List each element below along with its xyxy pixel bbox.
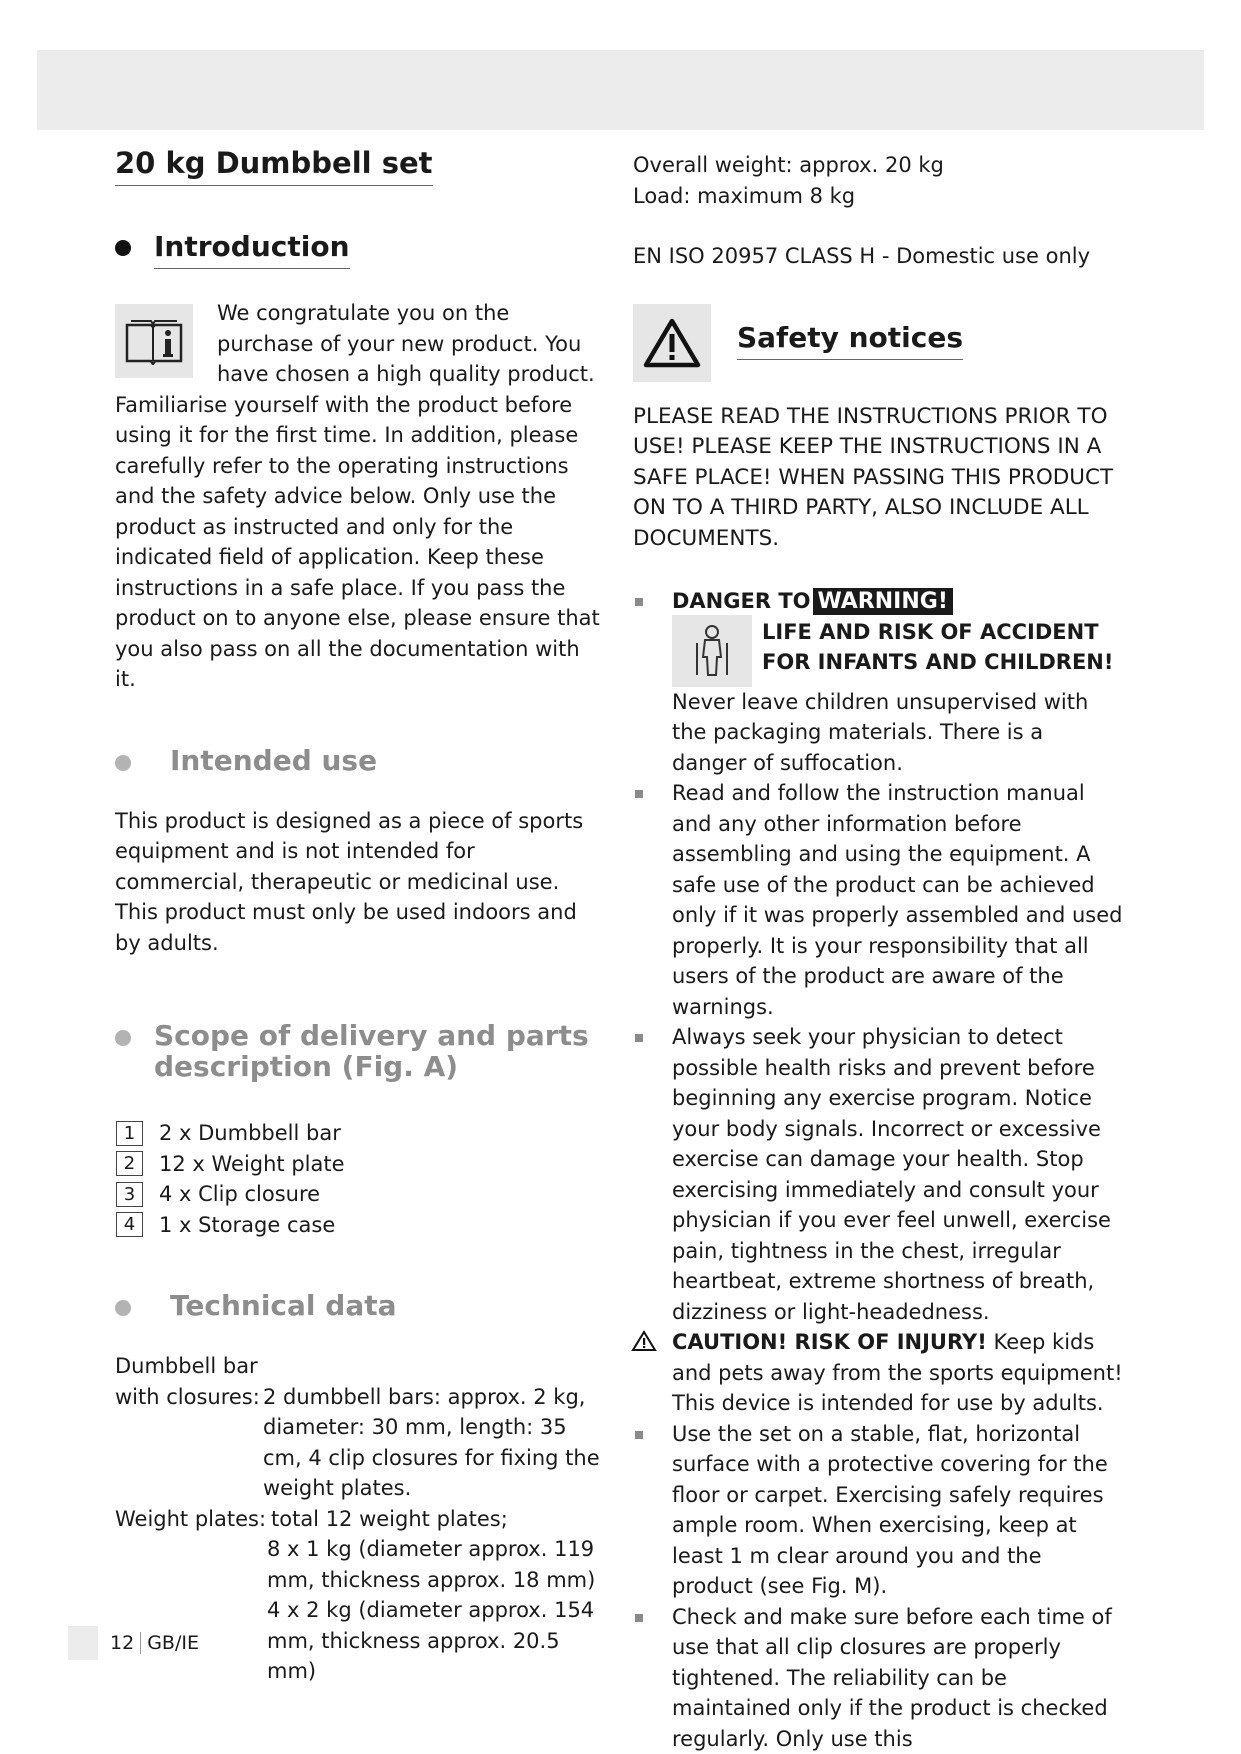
safety-intro: PLEASE READ THE INSTRUCTIONS PRIOR TO USE! PLEASE KEEP THE INSTRUCTIONS IN A SAFE PLACE! WHEN PASSING THIS PRODUCT ON TO A THIRD PARTY, ALSO INCLUDE ALL DOCUMENTS. [633,403,1114,551]
list-item [633,778,1123,1022]
document-title: 20 kg Dumbbell set [115,145,433,186]
section-bullet-icon [115,1300,131,1316]
scope-heading-line1: Scope of delivery and parts [154,1019,589,1052]
plates-row [115,1504,605,1535]
section-bullet-icon [115,240,131,256]
intro-block [115,298,605,695]
child-hazard-icon [672,615,752,687]
right-column [633,150,1123,1754]
safety-bullet-3: Always seek your physician to detect possible health risks and prevent before beginning any exercise program. Notice your body signals. Incorrect or excessive exercise can damage your health. Stop exercising immediately and consult your physician if you ever feel unwell, exercise pain, tightness in the chest, irregular heartbeat, extreme shortness of breath, dizziness or light-headedness. [672,1025,1111,1324]
list-item [115,1118,605,1149]
bar-label: Dumbbell bar [115,1354,258,1378]
part-text: 12 x Weight plate [159,1151,345,1176]
section-bullet-icon [115,1030,131,1046]
caution-text: Keep kids and pets away from the sports equipment! This device is intended for use by adults. [672,1330,1123,1415]
life-risk-line2: FOR INFANTS AND CHILDREN! [762,650,1114,674]
bullet-square-icon [635,1431,643,1439]
list-item [633,1419,1123,1602]
safety-heading: Safety notices [737,321,963,360]
warning-badge: WARNING! [813,588,953,615]
scope-heading [154,1020,589,1082]
safety-bullet-6: Check and make sure before each time of use that all clip closures are properly tightened. The reliability can be maintained only if the product is checked regularly. Only use this [672,1604,1112,1751]
list-item [115,1149,605,1180]
danger-text: Never leave children unsupervised with the packaging materials. There is a danger of suffocation. [672,689,1089,775]
part-number: 4 [116,1212,143,1237]
left-column [115,145,605,1687]
footer-marker [68,1626,98,1660]
plates-value-2: 8 x 1 kg (diameter approx. 119 mm, thickness approx. 18 mm) [267,1537,596,1592]
standard: EN ISO 20957 CLASS H - Domestic use only [633,244,1091,268]
safety-list [633,586,1123,1754]
part-number: 2 [116,1151,143,1176]
part-number: 3 [116,1182,143,1207]
part-text: 1 x Storage case [159,1212,336,1237]
scope-heading-line2: description (Fig. A) [154,1050,459,1083]
bar-row [115,1382,605,1504]
list-item [633,1327,1123,1419]
danger-line [672,586,1123,617]
list-item [633,1602,1123,1754]
caution-triangle-icon [631,1329,657,1353]
intended-use-text: This product is designed as a piece of sports equipment and is not intended for commercial, therapeutic or medicinal use. This product must only be used indoors and by adults. [115,808,584,955]
bullet-square-icon [635,1034,643,1042]
load: Load: maximum 8 kg [633,183,856,208]
danger-word: DANGER TO [672,589,811,613]
footer-separator [140,1632,141,1654]
technical-heading-row [115,1290,605,1321]
parts-list [115,1118,605,1240]
caution-bold: CAUTION! RISK OF INJURY! [672,1330,987,1354]
plates-value-3: 4 x 2 kg (diameter approx. 154 mm, thickness approx. 20.5 mm) [267,1598,595,1683]
part-number: 1 [116,1121,143,1146]
plates-label: Weight plates: [115,1506,267,1531]
warning-triangle-icon [633,304,711,382]
intro-text: We congratulate you on the purchase of your new product. You have chosen a high quality product. Familiarise yourself with the product before using it for the first time. In addition, please carefully refer to the operating instructions and the safety advice below. Only use the product as instructed and only for the indicated field of application. Keep these instructions in a safe place. If you pass the product on to anyone else, please ensure that you also pass on all the documentation with it. [115,301,600,691]
bar-value: 2 dumbbell bars: approx. 2 kg, diameter: 30 mm, length: 35 cm, 4 clip closures for fixing the weight plates. [263,1384,600,1500]
list-item [633,586,1123,778]
plates-value-1: total 12 weight plates; [271,1506,508,1531]
life-risk-line1: LIFE AND RISK OF ACCIDENT [762,619,1099,644]
page-footer [68,1626,199,1660]
safety-bullet-2: Read and follow the instruction manual and any other information before assembling and using the equipment. A safe use of the product can be achieved only if it was properly assembled and used properly. It is your responsibility that all users of the product are aware of the warnings. [672,781,1123,1019]
footer-locale: GB/IE [147,1632,199,1654]
bullet-square-icon [635,598,643,606]
bullet-square-icon [635,790,643,798]
list-item [115,1210,605,1241]
intended-use-heading: Intended use [170,743,378,777]
technical-heading: Technical data [170,1289,397,1322]
intended-use-heading-row [115,745,605,776]
intro-heading-row [115,230,605,269]
safety-heading-row [633,304,1123,382]
intro-heading: Introduction [154,230,350,269]
section-bullet-icon [115,755,131,771]
header-band [37,50,1204,130]
overall-weight: Overall weight: approx. 20 kg [633,153,944,177]
safety-bullet-5: Use the set on a stable, flat, horizontal surface with a protective covering for the floor or carpet. Exercising safely requires ample room. When exercising, keep at least 1 m clear around you and the product (see Fig. M). [672,1421,1108,1598]
scope-heading-row [115,1020,605,1082]
info-book-icon [115,304,193,378]
part-text: 2 x Dumbbell bar [159,1121,341,1145]
bar-label-2: with closures: [115,1384,260,1409]
page-number: 12 [110,1632,135,1654]
list-item [115,1179,605,1210]
list-item [633,1022,1123,1327]
bullet-square-icon [635,1614,643,1622]
part-text: 4 x Clip closure [159,1182,321,1206]
